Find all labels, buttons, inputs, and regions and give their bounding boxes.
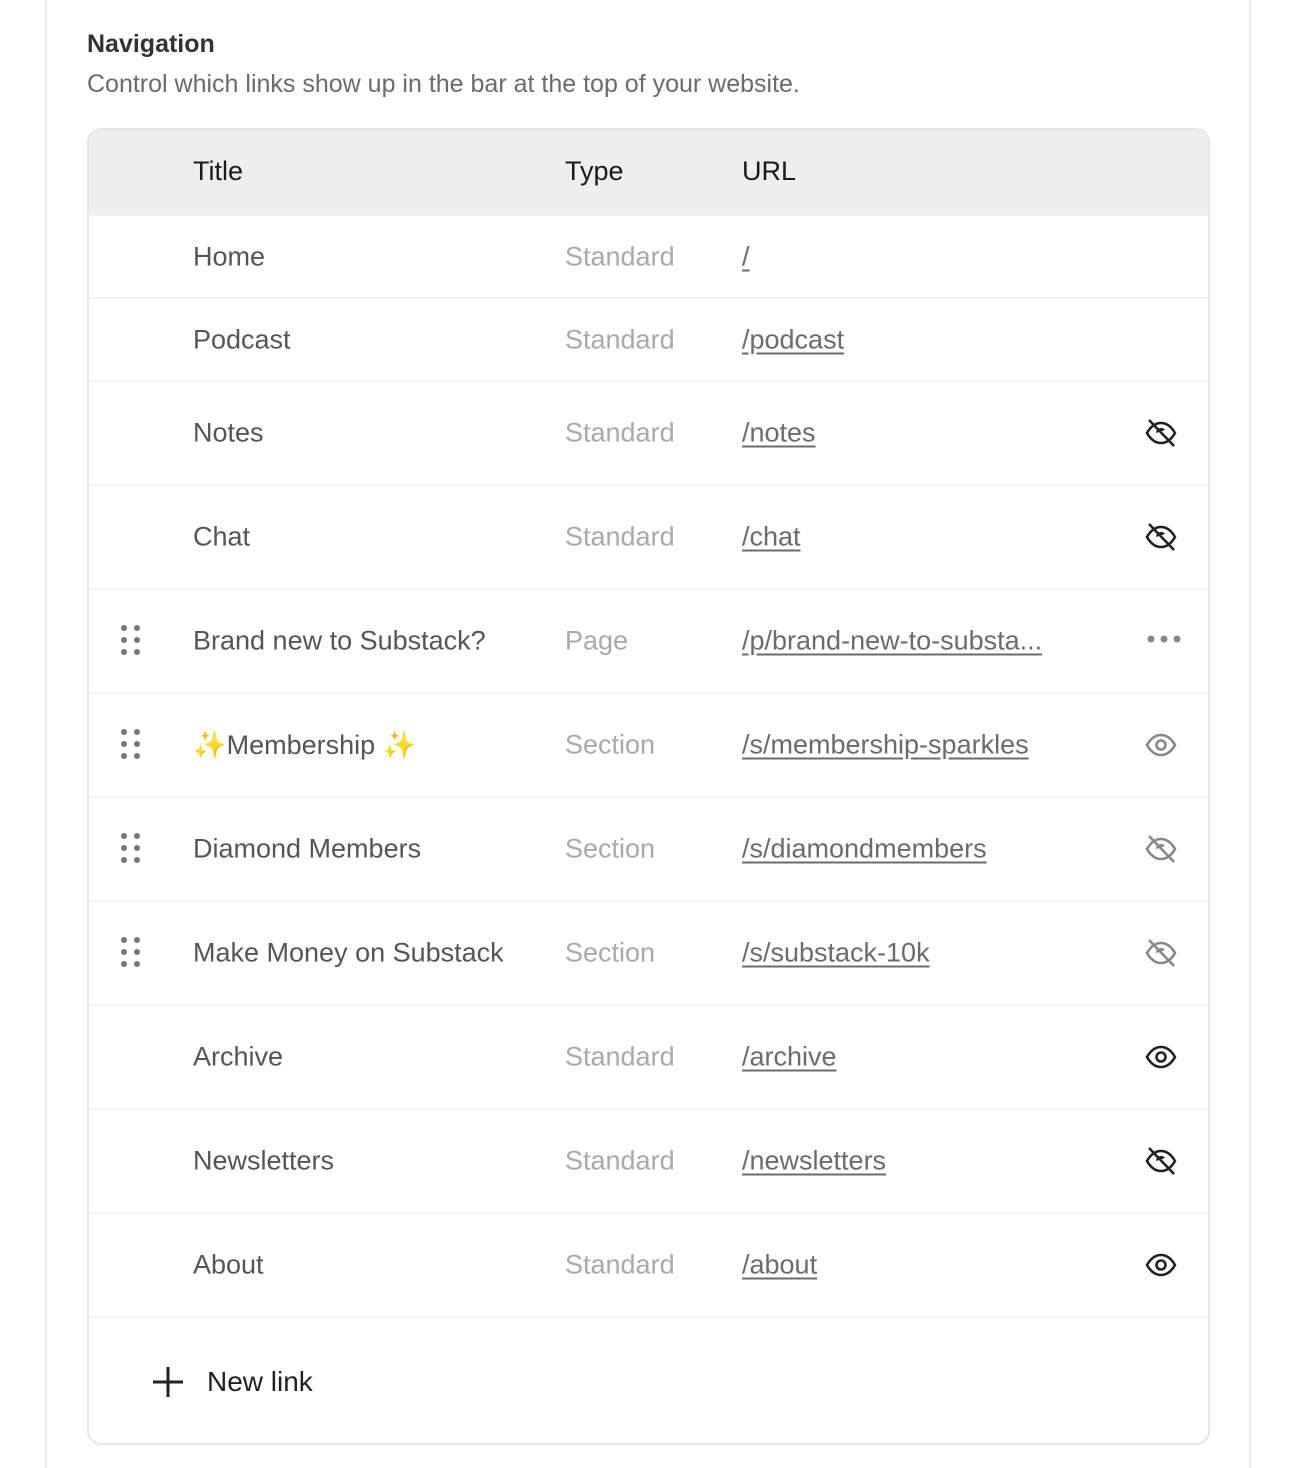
row-type: Standard (565, 1145, 675, 1176)
table-row (89, 796, 1208, 900)
row-url-link[interactable]: /notes (742, 417, 816, 448)
row-url-link[interactable]: /s/membership-sparkles (742, 729, 1029, 760)
row-title: ✨Membership ✨ (193, 730, 417, 760)
row-title: Archive (193, 1041, 284, 1072)
table-row (89, 900, 1208, 1004)
row-title: Podcast (193, 324, 291, 354)
row-type: Page (565, 625, 629, 656)
row-title: Notes (193, 417, 264, 448)
hidden-eye-off-icon[interactable] (1144, 416, 1178, 450)
column-title: Title (193, 156, 244, 186)
row-url-link[interactable]: /s/diamondmembers (742, 833, 987, 864)
row-url-link[interactable]: /p/brand-new-to-substa... (742, 625, 1043, 656)
row-url-link[interactable]: /archive (742, 1041, 837, 1072)
table-row (89, 380, 1208, 484)
hidden-eye-off-icon[interactable] (1144, 520, 1178, 554)
row-type: Standard (565, 1041, 675, 1072)
section-title: Navigation (87, 30, 215, 58)
row-title: Home (193, 241, 266, 271)
row-title: Make Money on Substack (193, 937, 504, 968)
plus-icon (151, 1365, 185, 1399)
row-url-link[interactable]: /newsletters (742, 1145, 887, 1176)
table-row (89, 1004, 1208, 1108)
row-type: Section (565, 833, 656, 864)
new-link-button[interactable] (151, 1365, 313, 1399)
row-url-link[interactable]: /podcast (742, 324, 845, 354)
table-row (89, 214, 1208, 297)
navigation-table (87, 128, 1210, 1445)
new-link-label: New link (207, 1366, 313, 1397)
row-url-link[interactable]: /s/substack-10k (742, 937, 930, 968)
table-row (89, 484, 1208, 588)
table-header (89, 130, 1208, 214)
hidden-eye-off-icon[interactable] (1144, 1144, 1178, 1178)
drag-handle-icon[interactable] (121, 833, 141, 865)
more-options-icon[interactable] (1144, 624, 1178, 658)
section-description: Control which links show up in the bar at the top of your website. (87, 70, 800, 98)
drag-handle-icon[interactable] (121, 937, 141, 969)
row-type: Section (565, 729, 656, 760)
drag-handle-icon[interactable] (121, 729, 141, 761)
visible-eye-icon[interactable] (1144, 728, 1178, 762)
row-title: Newsletters (193, 1145, 335, 1176)
row-title: Brand new to Substack? (193, 625, 486, 656)
row-title: About (193, 1249, 264, 1280)
table-row (89, 297, 1208, 380)
row-type: Standard (565, 521, 675, 552)
table-row (89, 1212, 1208, 1316)
row-url-link[interactable]: / (742, 241, 750, 271)
new-link-row (89, 1316, 1208, 1445)
row-title: Diamond Members (193, 833, 422, 864)
row-url-link[interactable]: /chat (742, 521, 801, 552)
row-title: Chat (193, 521, 251, 552)
table-row (89, 1108, 1208, 1212)
row-url-link[interactable]: /about (742, 1249, 818, 1280)
visible-eye-icon[interactable] (1144, 1040, 1178, 1074)
table-row (89, 588, 1208, 692)
column-type: Type (565, 156, 624, 186)
row-type: Standard (565, 241, 675, 271)
row-type: Standard (565, 417, 675, 448)
visible-eye-icon[interactable] (1144, 1248, 1178, 1282)
table-row (89, 692, 1208, 796)
row-type: Standard (565, 1249, 675, 1280)
hidden-eye-off-icon[interactable] (1144, 832, 1178, 866)
drag-handle-icon[interactable] (121, 625, 141, 657)
column-url: URL (742, 156, 797, 186)
row-type: Standard (565, 324, 675, 354)
row-type: Section (565, 937, 656, 968)
hidden-eye-off-icon[interactable] (1144, 936, 1178, 970)
